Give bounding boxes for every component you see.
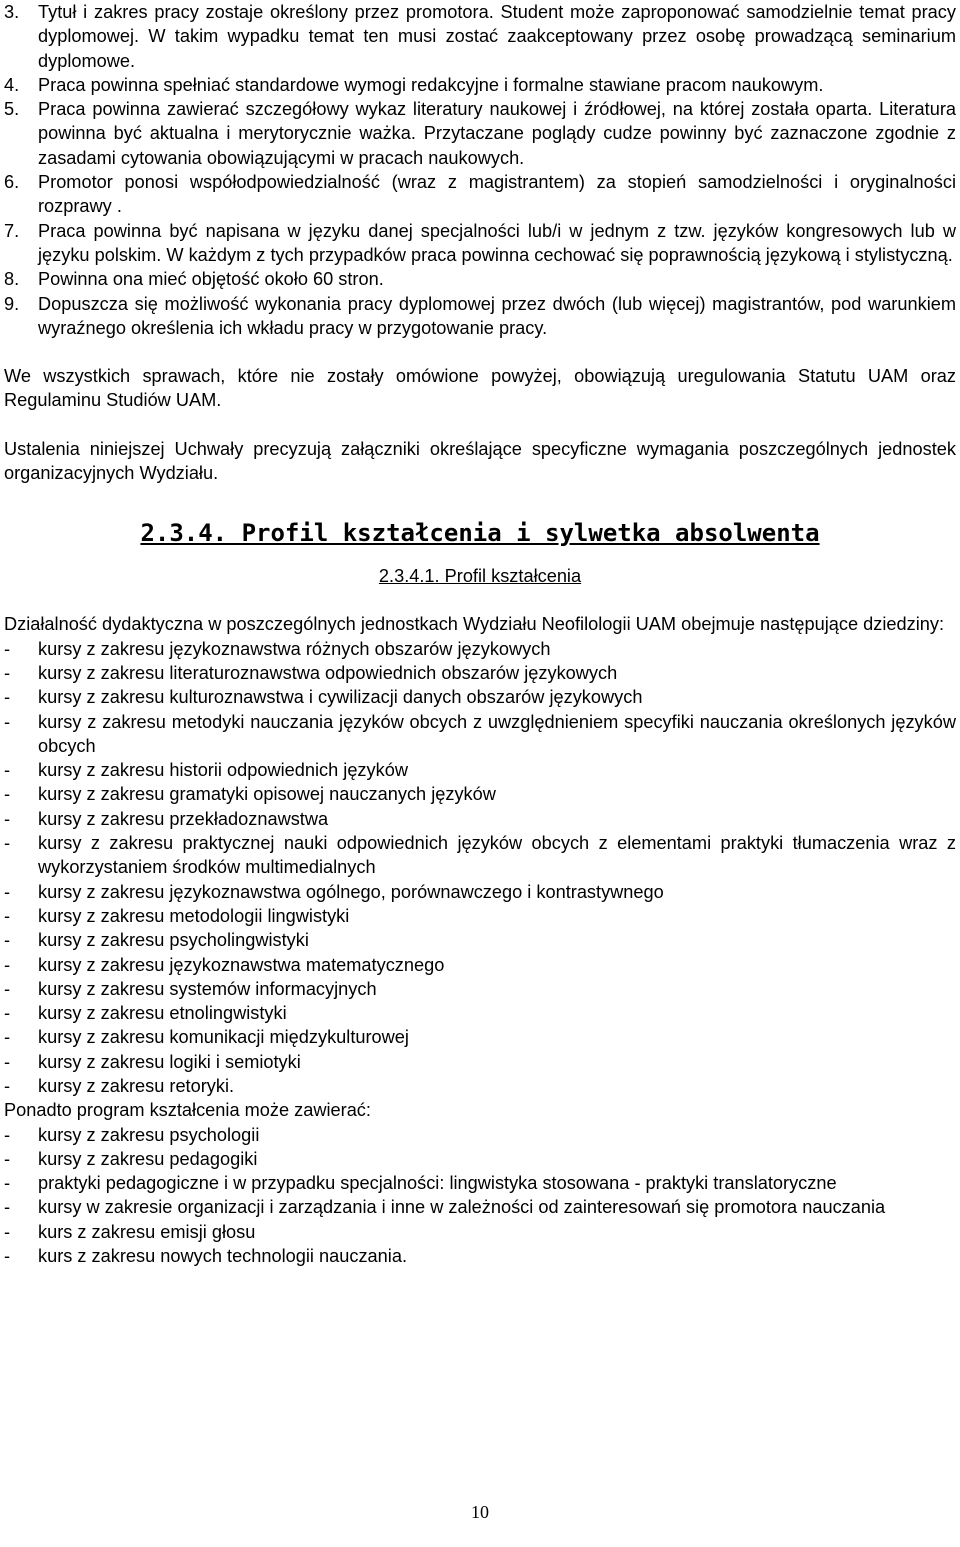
list-item-text: kursy z zakresu retoryki. xyxy=(38,1075,235,1096)
list-item-text: kursy z zakresu etnolingwistyki xyxy=(38,1003,287,1024)
appendices-paragraph: Ustalenia niniejszej Uchwały precyzują załączniki określające specyficzne wymagania poszczególnych jednostek organizacyjnych Wydziału. xyxy=(4,438,956,484)
intro-paragraph: Działalność dydaktyczna w poszczególnych jednostkach Wydziału Neofilologii UAM obejmuje następujące dziedziny: xyxy=(4,614,945,635)
rule-text: Powinna ona mieć objętość około 60 stron. xyxy=(38,269,384,290)
list-item-text: kursy z zakresu psycholingwistyki xyxy=(38,930,309,951)
course-list xyxy=(4,637,956,1099)
list-item xyxy=(4,880,956,904)
subsection-heading-text: 2.3.4.1. Profil kształcenia xyxy=(378,566,582,587)
additional-intro: Ponadto program kształcenia może zawierać: xyxy=(4,1100,371,1121)
dash-marker: - xyxy=(4,930,11,951)
dash-marker: - xyxy=(4,954,11,975)
rule-number: 9. xyxy=(4,293,20,314)
list-item xyxy=(4,661,956,685)
list-item-text: kursy z zakresu psychologii xyxy=(38,1124,260,1145)
dash-marker: - xyxy=(4,1051,11,1072)
dash-marker: - xyxy=(4,1173,11,1194)
rule-text: Praca powinna zawierać szczegółowy wykaz literatury naukowej i źródłowej, na której została oparta. Literatura powinna być aktualna i merytorycznie ważka. Przytaczane poglądy cudze powinny być zaznaczone zgodnie z zasadami cytowania obowiązującymi w pracach naukowych. xyxy=(38,99,956,168)
list-item xyxy=(4,637,956,661)
list-item-text: kursy z zakresu kulturoznawstwa i cywilizacji danych obszarów językowych xyxy=(38,687,643,708)
list-item-text: kursy z zakresu komunikacji międzykulturowej xyxy=(38,1027,409,1048)
dash-marker: - xyxy=(4,881,11,902)
list-item-text: kursy z zakresu przekładoznawstwa xyxy=(38,808,329,829)
page-number: 10 xyxy=(471,1502,489,1522)
dash-marker: - xyxy=(4,662,11,683)
list-item-text: kursy z zakresu systemów informacyjnych xyxy=(38,978,377,999)
list-item-text: kursy z zakresu językoznawstwa ogólnego, porównawczego i kontrastywnego xyxy=(38,881,664,902)
section-heading xyxy=(4,518,956,548)
rule-text: Promotor ponosi współodpowiedzialność (wraz z magistrantem) za stopień samodzielności i oryginalności rozprawy . xyxy=(38,172,956,217)
dash-marker: - xyxy=(4,1221,11,1242)
dash-marker: - xyxy=(4,1027,11,1048)
dash-marker: - xyxy=(4,687,11,708)
dash-marker: - xyxy=(4,638,11,659)
list-item xyxy=(4,953,956,977)
list-item xyxy=(4,1147,956,1171)
list-item-text: praktyki pedagogiczne i w przypadku specjalności: lingwistyka stosowana - praktyki translatoryczne xyxy=(38,1173,837,1194)
rule-text: Praca powinna spełniać standardowe wymogi redakcyjne i formalne stawiane pracom naukowym. xyxy=(38,74,824,95)
rule-item xyxy=(4,219,956,268)
list-item-text: kursy z zakresu literaturoznawstwa odpowiednich obszarów językowych xyxy=(38,662,618,683)
rule-item xyxy=(4,170,956,219)
list-item xyxy=(4,1220,956,1244)
rule-item xyxy=(4,0,956,73)
dash-marker: - xyxy=(4,905,11,926)
additional-course-list xyxy=(4,1123,956,1269)
rule-number: 8. xyxy=(4,269,20,290)
list-item xyxy=(4,1001,956,1025)
list-item xyxy=(4,1244,956,1268)
dash-marker: - xyxy=(4,808,11,829)
list-item xyxy=(4,1171,956,1195)
list-item xyxy=(4,782,956,806)
section-heading-text: 2.3.4. Profil kształcenia i sylwetka absolwenta xyxy=(140,519,820,548)
list-item-text: kursy z zakresu historii odpowiednich języków xyxy=(38,760,408,781)
list-item-text: kursy w zakresie organizacji i zarządzania i inne w zależności od zainteresowań się promotora nauczania xyxy=(38,1197,886,1218)
dash-marker: - xyxy=(4,833,11,854)
list-item-text: kursy z zakresu językoznawstwa matematycznego xyxy=(38,954,445,975)
list-item-text: kurs z zakresu nowych technologii nauczania. xyxy=(38,1246,407,1267)
list-item xyxy=(4,685,956,709)
dash-marker: - xyxy=(4,1246,11,1267)
list-item-text: kursy z zakresu językoznawstwa różnych obszarów językowych xyxy=(38,638,551,659)
list-item-text: kursy z zakresu logiki i semiotyki xyxy=(38,1051,301,1072)
list-item-text: kurs z zakresu emisji głosu xyxy=(38,1221,256,1242)
list-item-text: kursy z zakresu metodologii lingwistyki xyxy=(38,905,350,926)
dash-marker: - xyxy=(4,760,11,781)
rules-list xyxy=(4,0,956,340)
rule-number: 6. xyxy=(4,172,20,193)
rule-number: 5. xyxy=(4,99,20,120)
rule-number: 3. xyxy=(4,2,20,22)
list-item xyxy=(4,928,956,952)
rule-text: Praca powinna być napisana w języku danej specjalności lub/i w jednym z tzw. języków kongresowych lub w języku polskim. W każdym z tych przypadków praca powinna cechować się poprawnością językową i stylistyczną. xyxy=(38,220,956,265)
statutes-paragraph: We wszystkich sprawach, które nie zostały omówione powyżej, obowiązują uregulowania Statutu UAM oraz Regulaminu Studiów UAM. xyxy=(4,366,956,411)
rule-text: Tytuł i zakres pracy zostaje określony przez promotora. Student może zaproponować samodzielnie temat pracy dyplomowej. W takim wypadku temat ten musi zostać zaakceptowany przez osobę prowadzącą seminarium dyplomowe. xyxy=(38,2,956,71)
rule-item xyxy=(4,292,956,341)
rule-number: 7. xyxy=(4,220,20,241)
list-item-text: kursy z zakresu pedagogiki xyxy=(38,1148,258,1169)
list-item xyxy=(4,1074,956,1098)
list-item xyxy=(4,807,956,831)
list-item xyxy=(4,710,956,759)
rule-number: 4. xyxy=(4,74,20,95)
list-item xyxy=(4,1050,956,1074)
rule-text: Dopuszcza się możliwość wykonania pracy dyplomowej przez dwóch (lub więcej) magistrantów, pod warunkiem wyraźnego określenia ich wkładu pracy w przygotowanie pracy. xyxy=(38,293,956,338)
dash-marker: - xyxy=(4,711,11,732)
list-item xyxy=(4,977,956,1001)
list-item-text: kursy z zakresu praktycznej nauki odpowiednich języków obcych z elementami praktyki tłumaczenia wraz z wykorzystaniem środków multimedialnych xyxy=(38,833,956,878)
dash-marker: - xyxy=(4,1075,11,1096)
list-item xyxy=(4,904,956,928)
list-item xyxy=(4,831,956,880)
list-item-text: kursy z zakresu gramatyki opisowej nauczanych języków xyxy=(38,784,496,805)
list-item xyxy=(4,758,956,782)
dash-marker: - xyxy=(4,784,11,805)
rule-item xyxy=(4,97,956,170)
subsection-heading xyxy=(4,564,956,588)
rule-item xyxy=(4,267,956,291)
rule-item xyxy=(4,73,956,97)
dash-marker: - xyxy=(4,1197,11,1218)
list-item-text: kursy z zakresu metodyki nauczania języków obcych z uwzględnieniem specyfiki nauczania określonych języków obcych xyxy=(38,711,956,756)
list-item xyxy=(4,1025,956,1049)
dash-marker: - xyxy=(4,1003,11,1024)
page-content xyxy=(4,0,956,1268)
list-item xyxy=(4,1195,956,1219)
list-item xyxy=(4,1123,956,1147)
dash-marker: - xyxy=(4,1148,11,1169)
dash-marker: - xyxy=(4,978,11,999)
dash-marker: - xyxy=(4,1124,11,1145)
